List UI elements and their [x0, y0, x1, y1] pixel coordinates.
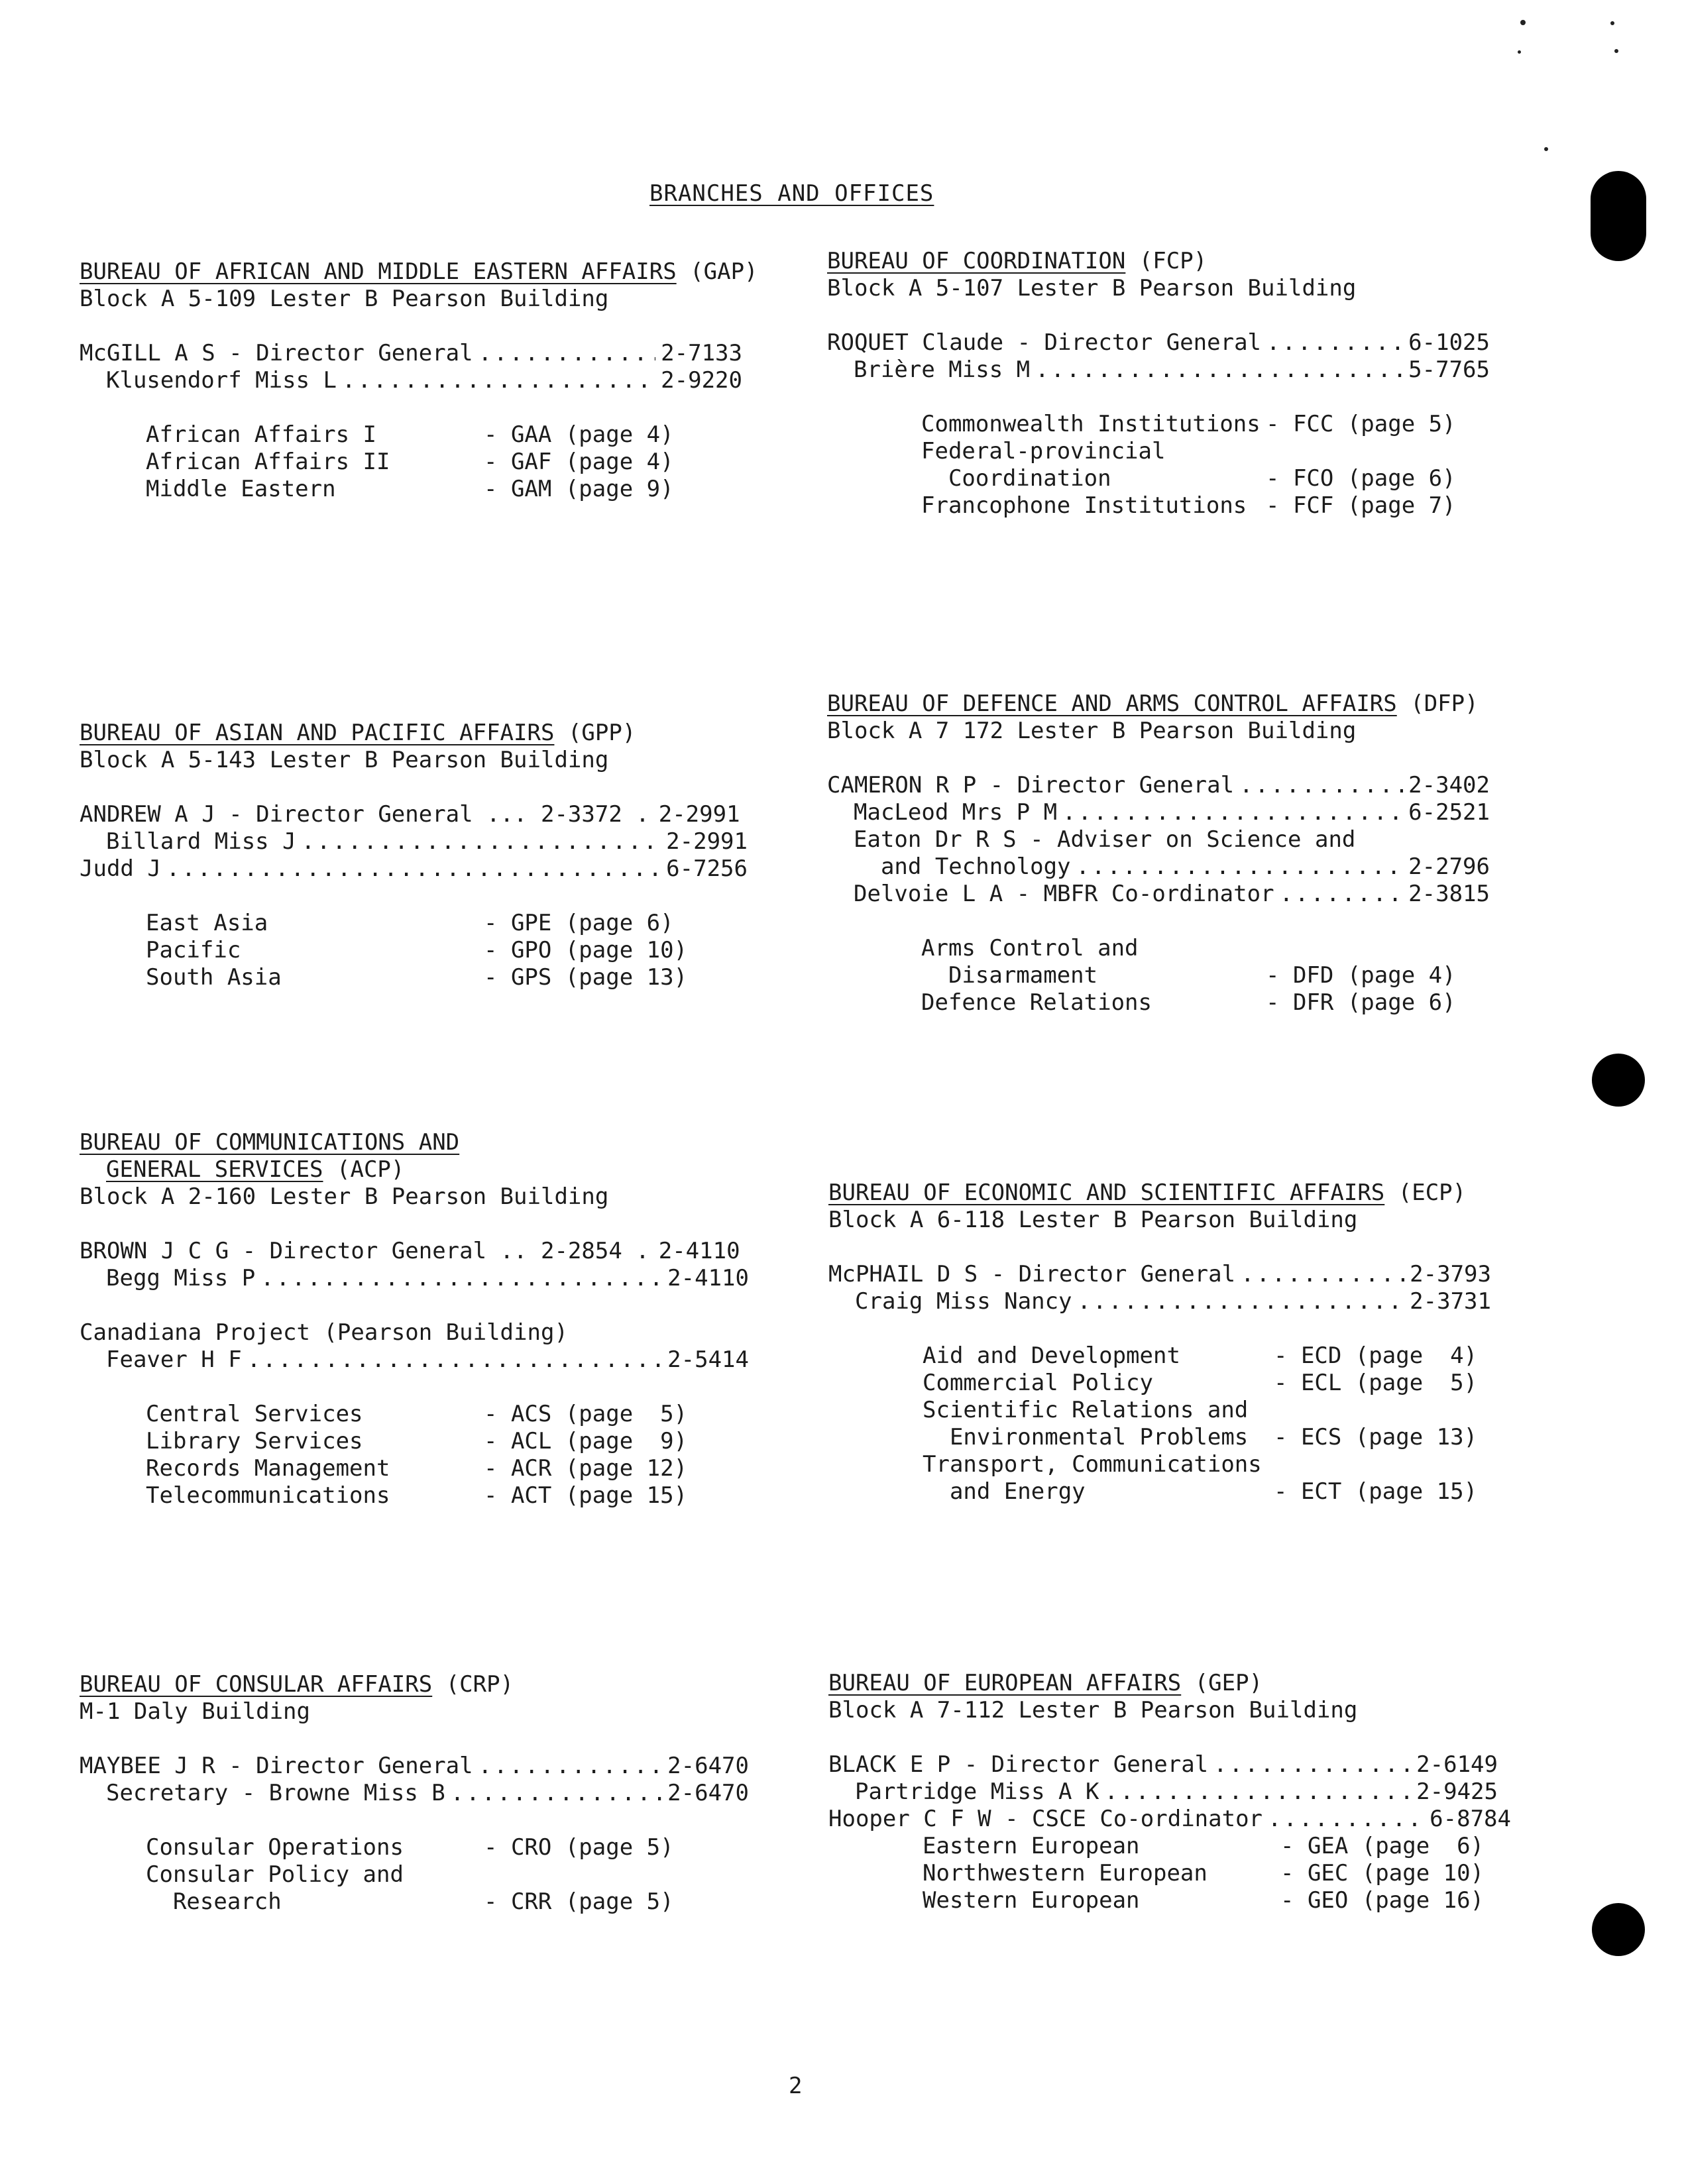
bureau-address: Block A 5-143 Lester B Pearson Building [80, 747, 609, 773]
staff-phone: 2-7133 [661, 340, 742, 366]
bureau-heading [80, 720, 756, 747]
staff-phone: 2-5414 [667, 1346, 749, 1373]
division-list [146, 1401, 756, 1509]
division-name: Research [146, 1888, 282, 1915]
bureau-name: BUREAU OF COORDINATION [827, 248, 1126, 274]
division-name: Middle Eastern [146, 476, 336, 502]
staff-phone: 6-7256 [666, 855, 748, 882]
staff-phone: 2-6149 [1416, 1751, 1498, 1778]
division-row [923, 1478, 1504, 1505]
division-code: - DFD (page 4) [1266, 962, 1456, 989]
staff-name: Billard Miss J [106, 828, 296, 855]
punch-hole-mark [1592, 1903, 1645, 1956]
staff-name: Secretary - Browne Miss B [106, 1780, 445, 1806]
staff-name: Begg Miss P [106, 1265, 256, 1291]
division-row [921, 438, 1503, 465]
division-row [923, 1860, 1504, 1887]
staff-phone: 2-4110 [667, 1265, 749, 1291]
staff-phone: 6-8784 [1430, 1806, 1511, 1832]
division-list [923, 1833, 1504, 1914]
division-row [923, 1342, 1504, 1370]
bureau-name: BUREAU OF AFRICAN AND MIDDLE EASTERN AFFAIRS [80, 258, 677, 285]
staff-row [828, 1778, 1498, 1806]
bureau-heading [80, 258, 756, 286]
division-row [923, 1451, 1504, 1478]
staff-phone: 2-3731 [1410, 1288, 1491, 1315]
staff-name: MacLeod Mrs P M [854, 799, 1058, 826]
division-list [921, 935, 1503, 1016]
staff-row [80, 855, 748, 883]
punch-hole-mark [1592, 1054, 1645, 1107]
staff-row [827, 799, 1490, 826]
page-title: BRANCHES AND OFFICES [649, 180, 934, 207]
division-row [146, 1455, 756, 1482]
staff-phone: 2-4110 [658, 1238, 740, 1264]
division-code: - GPO (page 10) [484, 937, 688, 963]
bureau-address: Block A 2-160 Lester B Pearson Building [80, 1183, 609, 1210]
bureau-fcp [827, 248, 1503, 519]
bureau-address: Block A 5-107 Lester B Pearson Building [827, 275, 1357, 301]
division-name: Francophone Institutions [921, 492, 1247, 519]
staff-row [80, 1753, 749, 1780]
division-code: - ECS (page 13) [1274, 1424, 1478, 1450]
staff-row [827, 853, 1490, 881]
division-code: - ECL (page 5) [1274, 1370, 1478, 1396]
bureau-gep [828, 1670, 1511, 1914]
division-name: Commonwealth Institutions [921, 411, 1261, 437]
staff-name: Delvoie L A - MBFR Co-ordinator [854, 881, 1274, 907]
scan-speck [1518, 50, 1521, 54]
staff-phone: 2-2991 [658, 801, 740, 828]
bureau-name: BUREAU OF ASIAN AND PACIFIC AFFAIRS [80, 720, 555, 746]
division-code: - GEO (page 16) [1280, 1887, 1485, 1914]
bureau-code: (CRP) [445, 1671, 514, 1698]
scan-speck [1544, 147, 1548, 151]
staff-phone: 2-3815 [1408, 881, 1490, 907]
staff-name: Eaton Dr R S - Adviser on Science and [854, 826, 1356, 853]
bureau-address: M-1 Daly Building [80, 1698, 310, 1725]
staff-phone: 6-1025 [1408, 329, 1490, 356]
staff-row [80, 1346, 749, 1374]
staff-name: Judd J [80, 855, 161, 882]
staff-name: McGILL A S - Director General [80, 340, 473, 366]
division-name: African Affairs II [146, 449, 390, 475]
bureau-code: (ECP) [1398, 1179, 1467, 1206]
division-row [146, 1482, 756, 1509]
division-code: - ACL (page 9) [484, 1428, 688, 1454]
division-row [146, 1888, 756, 1916]
staff-name: MAYBEE J R - Director General [80, 1753, 473, 1779]
division-row [146, 964, 756, 991]
bureau-heading [828, 1670, 1504, 1697]
staff-phone: 2-9425 [1416, 1778, 1498, 1805]
division-code: - ACT (page 15) [484, 1482, 688, 1509]
staff-row [827, 881, 1490, 908]
division-code: - DFR (page 6) [1266, 989, 1456, 1016]
staff-phone: 6-2521 [1408, 799, 1490, 826]
staff-phone: 2-9220 [661, 367, 742, 394]
staff-row [827, 356, 1490, 384]
division-code: - CRR (page 5) [484, 1888, 674, 1915]
division-name: Transport, Communications [923, 1451, 1262, 1478]
bureau-name: BUREAU OF ECONOMIC AND SCIENTIFIC AFFAIRS [828, 1179, 1385, 1206]
division-code: - ACR (page 12) [484, 1455, 688, 1482]
division-list [921, 411, 1503, 519]
division-name: Disarmament [921, 962, 1098, 989]
division-code: - CRO (page 5) [484, 1834, 674, 1861]
scan-speck [1614, 49, 1618, 53]
staff-name: CAMERON R P - Director General [827, 772, 1235, 798]
staff-phone: 2-6470 [667, 1753, 749, 1779]
bureau-name: BUREAU OF EUROPEAN AFFAIRS [828, 1670, 1182, 1696]
bureau-name: BUREAU OF CONSULAR AFFAIRS [80, 1671, 433, 1698]
bureau-address: Block A 7 172 Lester B Pearson Building [827, 718, 1357, 744]
division-name: South Asia [146, 964, 282, 991]
division-name: Scientific Relations and [923, 1397, 1249, 1423]
staff-name: and Technology [854, 853, 1071, 880]
division-row [923, 1370, 1504, 1397]
division-name: Consular Operations [146, 1834, 404, 1861]
staff-name: ANDREW A J - Director General ... 2-3372 . [80, 801, 649, 828]
division-row [921, 411, 1503, 438]
division-list [146, 421, 756, 503]
division-name: Consular Policy and [146, 1861, 404, 1888]
division-row [146, 910, 756, 937]
bureau-acp [80, 1129, 756, 1509]
division-row [146, 421, 756, 449]
division-name: Library Services [146, 1428, 363, 1454]
bureau-heading [80, 1129, 756, 1156]
division-name: Western European [923, 1887, 1140, 1914]
division-row [146, 937, 756, 964]
staff-row [828, 1261, 1491, 1288]
division-row [921, 989, 1503, 1016]
staff-name: Brière Miss M [854, 356, 1031, 383]
staff-phone: 2-3793 [1410, 1261, 1491, 1287]
bureau-heading [827, 690, 1503, 718]
division-name: Telecommunications [146, 1482, 390, 1509]
staff-row [80, 1780, 749, 1807]
division-name: Central Services [146, 1401, 363, 1427]
bureau-heading [827, 248, 1503, 275]
staff-name: BROWN J C G - Director General .. 2-2854 . [80, 1238, 649, 1264]
bureau-code: (GAP) [690, 258, 758, 285]
staff-name: Klusendorf Miss L [106, 367, 337, 394]
division-code: - FCF (page 7) [1266, 492, 1456, 519]
division-name: African Affairs I [146, 421, 376, 448]
division-row [146, 1861, 756, 1888]
staff-row [828, 1806, 1511, 1833]
division-row [146, 1428, 756, 1455]
division-row [146, 449, 756, 476]
division-code: - GEA (page 6) [1280, 1833, 1485, 1859]
staff-name: McPHAIL D S - Director General [828, 1261, 1236, 1287]
staff-phone: 5-7765 [1408, 356, 1490, 383]
staff-row [80, 1265, 749, 1292]
bureau-name: GENERAL SERVICES [106, 1156, 323, 1183]
page-number: 2 [789, 2073, 803, 2099]
division-name: Environmental Problems [923, 1424, 1249, 1450]
bureau-code: (FCP) [1139, 248, 1207, 274]
scan-speck [1610, 21, 1614, 25]
bureau-gap [80, 258, 756, 503]
bureau-crp [80, 1671, 756, 1916]
division-code: - FCO (page 6) [1266, 465, 1456, 492]
staff-name: Craig Miss Nancy [855, 1288, 1072, 1315]
division-row [921, 962, 1503, 989]
bureau-ecp [828, 1179, 1504, 1505]
scan-speck [1520, 20, 1526, 25]
division-list [146, 910, 756, 991]
staff-phone: 2-2991 [666, 828, 748, 855]
bureau-dfp [827, 690, 1503, 1016]
division-name: Commercial Policy [923, 1370, 1153, 1396]
bureau-heading [80, 1671, 756, 1698]
project-heading: Canadiana Project (Pearson Building) [80, 1319, 568, 1346]
division-name: Coordination [921, 465, 1111, 492]
staff-row [80, 828, 748, 855]
division-name: East Asia [146, 910, 268, 936]
staff-row [80, 367, 742, 394]
division-name: Aid and Development [923, 1342, 1180, 1369]
division-code: - ECT (page 15) [1274, 1478, 1478, 1505]
staff-row [827, 826, 1490, 853]
division-row [146, 1401, 756, 1428]
bureau-heading [828, 1179, 1504, 1207]
division-row [923, 1833, 1504, 1860]
division-row [923, 1424, 1504, 1451]
staff-phone: 2-3402 [1408, 772, 1490, 798]
division-name: Eastern European [923, 1833, 1140, 1859]
division-row [146, 476, 756, 503]
division-name: Pacific [146, 937, 241, 963]
staff-row [827, 329, 1490, 356]
staff-name: Feaver H F [106, 1346, 242, 1373]
staff-row [80, 801, 748, 828]
staff-row [80, 340, 742, 367]
division-name: Northwestern European [923, 1860, 1207, 1886]
bureau-code: (GEP) [1194, 1670, 1263, 1696]
division-row [923, 1397, 1504, 1424]
division-name: Federal-provincial [921, 438, 1166, 464]
staff-phone: 2-6470 [667, 1780, 749, 1806]
staff-row [828, 1751, 1498, 1778]
bureau-heading-line2 [80, 1156, 756, 1183]
division-row [921, 465, 1503, 492]
staff-row [80, 1238, 749, 1265]
division-row [921, 492, 1503, 519]
staff-name: Hooper C F W - CSCE Co-ordinator [828, 1806, 1263, 1832]
division-row [146, 1834, 756, 1861]
division-list [923, 1342, 1504, 1505]
division-code: - GPS (page 13) [484, 964, 688, 991]
division-code: - GEC (page 10) [1280, 1860, 1485, 1886]
division-code: - ACS (page 5) [484, 1401, 688, 1427]
division-name: and Energy [923, 1478, 1086, 1505]
division-name: Arms Control and [921, 935, 1139, 961]
staff-name: BLACK E P - Director General [828, 1751, 1209, 1778]
staff-row [828, 1288, 1491, 1315]
division-row [923, 1887, 1504, 1914]
bureau-gpp [80, 720, 756, 991]
staff-phone: 2-2796 [1408, 853, 1490, 880]
staff-name: Partridge Miss A K [855, 1778, 1099, 1805]
division-code: - GAA (page 4) [484, 421, 674, 448]
division-list [146, 1834, 756, 1916]
bureau-name: BUREAU OF COMMUNICATIONS AND [80, 1129, 460, 1156]
division-code: - ECD (page 4) [1274, 1342, 1478, 1369]
bureau-code: (GPP) [567, 720, 636, 746]
staff-name: ROQUET Claude - Director General [827, 329, 1262, 356]
staff-row [827, 772, 1490, 799]
division-code: - GAF (page 4) [484, 449, 674, 475]
division-code: - FCC (page 5) [1266, 411, 1456, 437]
division-name: Defence Relations [921, 989, 1152, 1016]
division-code: - GPE (page 6) [484, 910, 674, 936]
bureau-address: Block A 7-112 Lester B Pearson Building [828, 1697, 1358, 1723]
punch-hole-mark [1591, 171, 1646, 261]
bureau-address: Block A 6-118 Lester B Pearson Building [828, 1207, 1358, 1233]
bureau-code: (ACP) [337, 1156, 405, 1183]
bureau-code: (DFP) [1410, 690, 1479, 717]
division-code: - GAM (page 9) [484, 476, 674, 502]
bureau-address: Block A 5-109 Lester B Pearson Building [80, 286, 609, 312]
bureau-name: BUREAU OF DEFENCE AND ARMS CONTROL AFFAIRS [827, 690, 1397, 717]
division-name: Records Management [146, 1455, 390, 1482]
division-row [921, 935, 1503, 962]
